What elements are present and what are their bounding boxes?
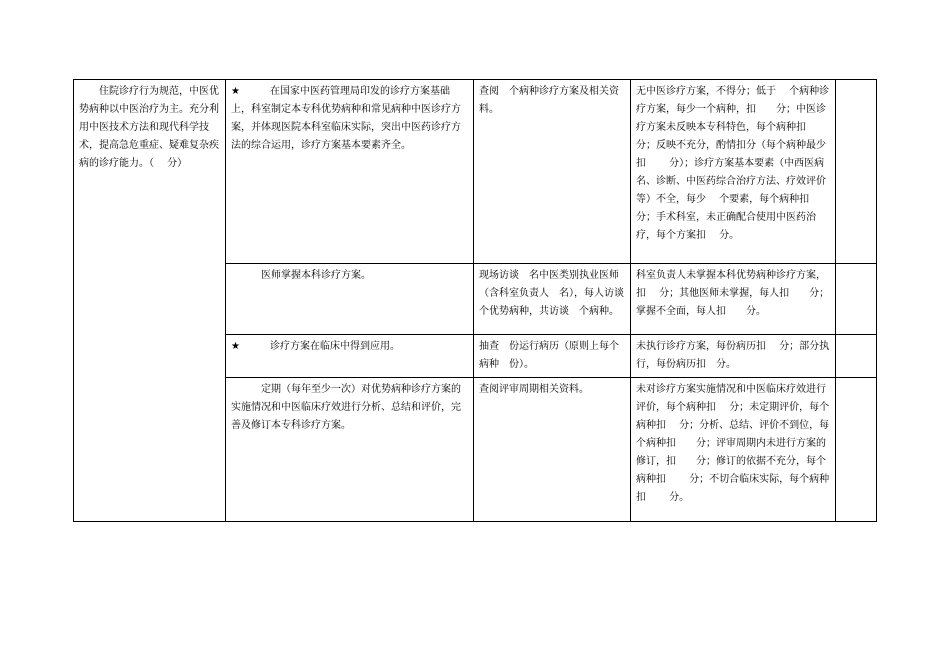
item-cell: ★ 在国家中医药管理局印发的诊疗方案基础上，科室制定本专科优势病种和常见病种中医诊疗方案，并体现医院本科室临床实际，突出中医药诊疗方法的综合运用，诊疗方案基本要素齐全。 bbox=[226, 80, 474, 264]
standard-cell: 无中医诊疗方案，不得分；低于 个病种诊疗方案，每少一个病种，扣 分；中医诊疗方案未反映本专科特色，每个病种扣 分；反映不充分，酌情扣分（每个病种最少扣 分）；诊疗方案基本要素（中西医病名、诊断、中医药综合治疗方法、疗效评价等）不全，每少 个要素，每个病种扣 分；手术科室，未正确配合使用中医药治疗，每个方案扣 分。 bbox=[631, 80, 836, 264]
item-cell: 医师掌握本科诊疗方案。 bbox=[226, 264, 474, 335]
item-cell: ★ 诊疗方案在临床中得到应用。 bbox=[226, 335, 474, 378]
standard-cell: 未执行诊疗方案，每份病历扣 分；部分执行，每份病历扣 分。 bbox=[631, 335, 836, 378]
score-cell bbox=[836, 335, 877, 378]
assessment-table bbox=[73, 79, 877, 522]
method-cell: 现场访谈 名中医类别执业医师（含科室负责人 名），每人访谈 个优势病种，共访谈 个病种。 bbox=[474, 264, 631, 335]
score-cell bbox=[836, 80, 877, 264]
item-cell: 定期（每年至少一次）对优势病种诊疗方案的实施情况和中医临床疗效进行分析、总结和评价，完善及修订本专科诊疗方案。 bbox=[226, 378, 474, 522]
method-cell: 查阅评审周期相关资料。 bbox=[474, 378, 631, 522]
score-cell bbox=[836, 264, 877, 335]
method-cell: 查阅 个病种诊疗方案及相关资料。 bbox=[474, 80, 631, 264]
method-cell: 抽查 份运行病历（原则上每个病种 份）。 bbox=[474, 335, 631, 378]
requirement-cell: 住院诊疗行为规范，中医优势病种以中医治疗为主。充分利用中医技术方法和现代科学技术，提高急危重症、疑难复杂疾病的诊疗能力。（ 分） bbox=[74, 80, 226, 522]
standard-cell: 未对诊疗方案实施情况和中医临床疗效进行评价，每个病种扣 分；未定期评价，每个病种扣 分；分析、总结、评价不到位，每个病种扣 分；评审周期内未进行方案的修订，扣 分；修订的依据不充分，每个病种扣 分；不切合临床实际，每个病种扣 分。 bbox=[631, 378, 836, 522]
standard-cell: 科室负责人未掌握本科优势病种诊疗方案，扣 分；其他医师未掌握，每人扣 分；掌握不全面，每人扣 分。 bbox=[631, 264, 836, 335]
score-cell bbox=[836, 378, 877, 522]
table-row bbox=[74, 80, 877, 264]
